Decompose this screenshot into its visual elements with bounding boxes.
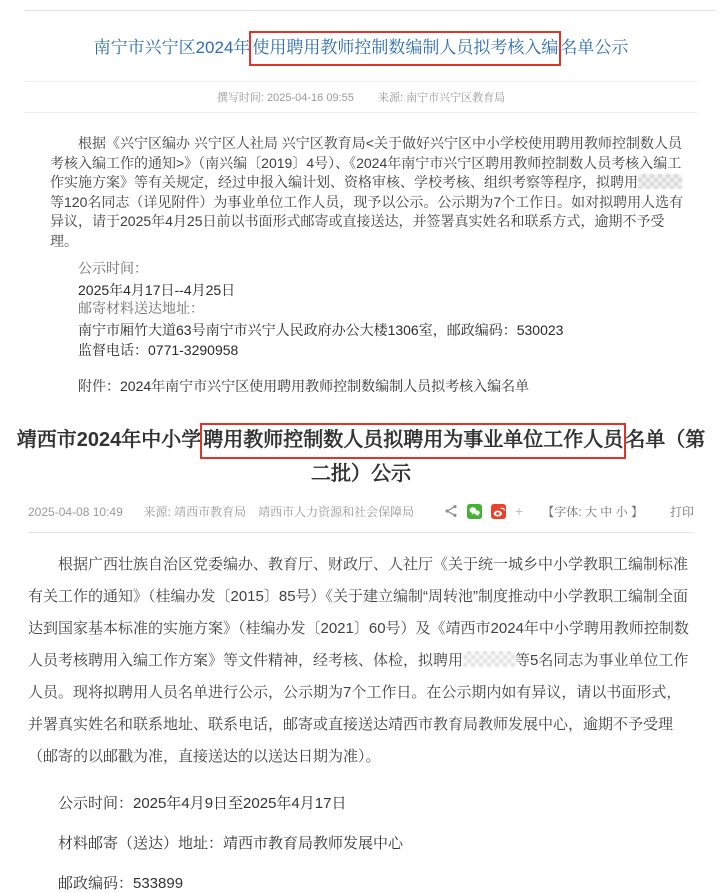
notice2-postal-code: 邮政编码：533899 [58,874,184,892]
red-highlight-box-1 [249,31,561,66]
font-size-medium-button[interactable]: 中 [600,504,613,519]
notice2-paragraph [28,549,694,773]
source-label: 来源: [377,92,404,104]
font-size-small-button[interactable]: 小 [615,504,628,519]
mail-address-label: 邮寄材料送达地址： [78,302,204,317]
notice-2 [0,423,722,893]
publicity-time-value: 2025年4月17日--4月25日 [78,282,236,298]
publish-time: 2025-04-08 10:49 [28,504,123,519]
font-size-control [542,503,643,520]
written-time-label: 撰写时间: [216,92,264,104]
attachment-link[interactable]: 附件：2024年南宁市兴宁区使用聘用教师控制数编制人员拟考核入编名单 [78,378,530,394]
notice1-title-prefix: 南宁市兴宁区2024年 [93,38,251,57]
notice1-title-suffix: 名单公示 [560,38,629,57]
font-control-open: 【字体: [542,504,582,519]
weibo-share-icon[interactable] [491,504,506,519]
source-label: 来源: [143,504,171,519]
notice1-paragraph [50,134,688,251]
notice2-meta-bar [28,503,694,533]
top-divider [25,10,716,11]
notice2-paragraph-text-before: 根据广西壮族自治区党委编办、教育厅、财政厅、人社厅《关于统一城乡中小学教职工编制标准有关工作的通知》（桂编办发〔2015〕85号）《关于建立编制“周转池”制度推动中小学教职工编制全面达到国家基本标准的实施方案》（桂编办发〔2021〕60号）及《靖西市2024年中小学聘用教师控制数人员考核聘用入编工作方案》等文件精神，经考核、体检，拟聘用 [28,555,689,669]
notice2-paragraph-text-after: 等5名同志为事业单位工作人员。现将拟聘用人员名单进行公示，公示期为7个工作日。在公示期内如有异议，请以书面形式，并署真实姓名和联系地址、联系电话，邮寄或直接送达靖西市教育局教师发展中心，逾期不予受理（邮寄的以邮戳为准，直接送达的以送达日期为准）。 [28,651,689,765]
mail-address-value: 南宁市厢竹大道63号南宁市兴宁人民政府办公大楼1306室，邮政编码：530023 [78,322,564,338]
notice1-title-highlighted: 使用聘用教师控制数编制人员拟考核入编 [252,38,559,57]
notice2-title-highlighted: 聘用教师控制数人员拟聘用为事业单位工作人员 [203,428,624,451]
notice2-meta-left [28,503,414,520]
notice1-body [50,134,688,397]
notice2-title-prefix: 靖西市2024年中小学 [16,428,202,451]
supervision-phone: 监督电话：0771-3290958 [78,342,239,358]
redacted-name-1 [638,174,682,189]
font-size-large-button[interactable]: 大 [584,504,597,519]
notice-1 [0,10,722,397]
notice2-meta-right [444,503,694,520]
notice1-details [78,260,688,360]
notice1-meta-bar [25,81,697,113]
source-value: 南宁市兴宁区教育局 [406,92,506,104]
font-control-close: 】 [630,504,643,519]
more-share-button[interactable]: + [515,503,524,519]
notice2-title [14,423,708,491]
redacted-name-2 [463,651,515,667]
notice1-paragraph-text-after: 等120名同志（详见附件）为事业单位工作人员，现予以公示。公示期为7个工作日。如对拟聘用人选有异议，请于2025年4月25日前以书面形式邮寄或直接送达，并签署真实姓名和联系方式，逾期不予受理。 [50,193,684,249]
written-time-value: 2025-04-16 09:55 [267,92,354,104]
share-icon[interactable] [444,504,458,518]
notice2-body [28,549,694,893]
notice1-paragraph-text-before: 根据《兴宁区编办 兴宁区人社局 兴宁区教育局<关于做好兴宁区中小学校使用聘用教师控制数人员考核入编工作的通知>》（南兴编〔2019〕4号）、《2024年南宁市兴宁区聘用教师控制数人员考核入编工作实施方案》等有关规定，经过申报入编计划、资格审核、学校考核、组织考察等程序，拟聘用 [50,135,682,190]
wechat-share-icon[interactable] [467,504,482,519]
notice1-title-link[interactable] [30,35,692,61]
notice2-title-suffix: 名单（第二批）公示 [311,428,706,485]
notice2-mail-address: 材料邮寄（送达）地址：靖西市教育局教师发展中心 [58,834,404,852]
print-button[interactable]: 打印 [669,504,694,519]
publicity-time-label: 公示时间： [78,262,148,277]
notice2-publicity-time: 公示时间：2025年4月9日至2025年4月17日 [58,794,347,812]
red-highlight-box-2 [200,423,626,459]
source-value: 靖西市教育局 靖西市人力资源和社会保障局 [174,504,415,519]
